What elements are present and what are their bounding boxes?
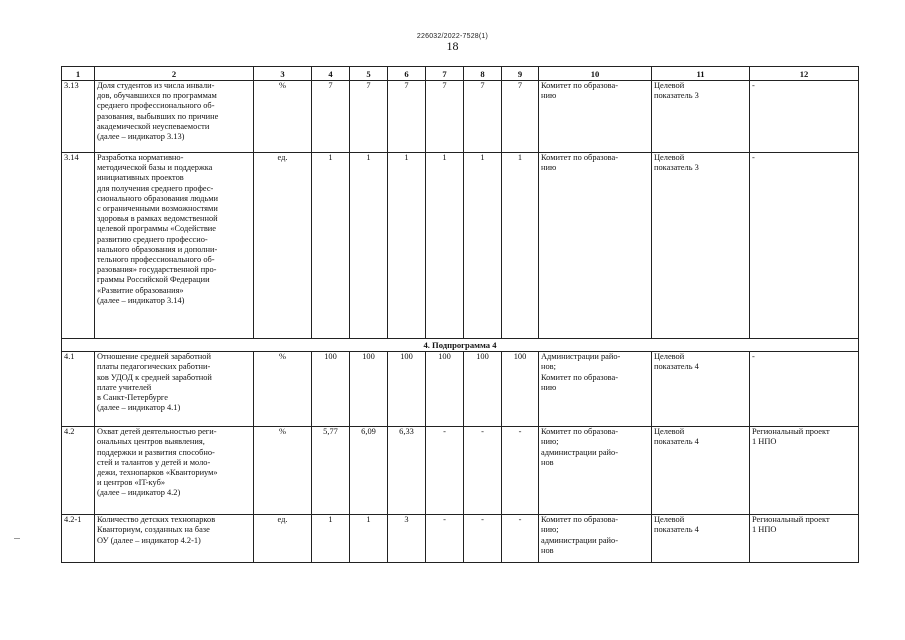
value-col-6: 6,33	[388, 427, 426, 515]
table-row	[62, 427, 859, 515]
regional-project: -	[750, 352, 859, 427]
value-col-4: 7	[312, 81, 350, 153]
value-col-8: -	[464, 427, 502, 515]
goal-link: Целевой показатель 3	[652, 153, 750, 339]
regional-project: -	[750, 153, 859, 339]
header-row	[62, 67, 859, 81]
value-col-6: 7	[388, 81, 426, 153]
value-col-9: -	[502, 515, 539, 563]
value-col-8: 1	[464, 153, 502, 339]
indicator-name: Отношение средней заработной платы педагогических работни- ков УДОД к средней заработной плате учителей в Санкт-Петербурге (далее – индикатор 4.1)	[95, 352, 254, 427]
executor: Комитет по образова- нию; администрации райо- нов	[539, 427, 652, 515]
goal-link: Целевой показатель 4	[652, 352, 750, 427]
row-number: 4.1	[62, 352, 95, 427]
indicator-name: Количество детских технопарков Кванториум, созданных на базе ОУ (далее – индикатор 4.2-1)	[95, 515, 254, 563]
value-col-7: -	[426, 515, 464, 563]
value-col-4: 100	[312, 352, 350, 427]
goal-link: Целевой показатель 4	[652, 515, 750, 563]
unit: ед.	[254, 153, 312, 339]
value-col-9: -	[502, 427, 539, 515]
executor: Комитет по образова- нию; администрации райо- нов	[539, 515, 652, 563]
col-header-5: 5	[350, 67, 388, 81]
value-col-6: 3	[388, 515, 426, 563]
value-col-9: 7	[502, 81, 539, 153]
col-header-7: 7	[426, 67, 464, 81]
regional-project: Региональный проект 1 НПО	[750, 515, 859, 563]
value-col-4: 1	[312, 515, 350, 563]
col-header-1: 1	[62, 67, 95, 81]
unit: %	[254, 352, 312, 427]
regional-project: -	[750, 81, 859, 153]
indicator-name: Доля студентов из числа инвали- дов, обучавшихся по программам среднего профессионального об- разования, выбывших по причине академической неуспеваемости (далее – индикатор 3.13)	[95, 81, 254, 153]
value-col-8: -	[464, 515, 502, 563]
section-title: 4. Подпрограмма 4	[62, 339, 859, 352]
col-header-11: 11	[652, 67, 750, 81]
value-col-4: 5,77	[312, 427, 350, 515]
goal-link: Целевой показатель 4	[652, 427, 750, 515]
col-header-8: 8	[464, 67, 502, 81]
table-row	[62, 81, 859, 153]
value-col-8: 7	[464, 81, 502, 153]
value-col-6: 100	[388, 352, 426, 427]
value-col-5: 7	[350, 81, 388, 153]
indicators-table	[61, 66, 859, 563]
value-col-7: 7	[426, 81, 464, 153]
section-row	[62, 339, 859, 352]
value-col-7: 1	[426, 153, 464, 339]
col-header-4: 4	[312, 67, 350, 81]
col-header-12: 12	[750, 67, 859, 81]
unit: ед.	[254, 515, 312, 563]
row-number: 3.13	[62, 81, 95, 153]
row-number: 4.2-1	[62, 515, 95, 563]
value-col-4: 1	[312, 153, 350, 339]
value-col-8: 100	[464, 352, 502, 427]
table-row	[62, 515, 859, 563]
value-col-9: 100	[502, 352, 539, 427]
col-header-2: 2	[95, 67, 254, 81]
unit: %	[254, 427, 312, 515]
col-header-9: 9	[502, 67, 539, 81]
indicator-name: Разработка нормативно- методической базы и поддержка инициативных проектов для получения среднего профес- сионального образования людьми с ограниченными возможностями здоровья в рамках ведомственной целевой программы «Содействие развитию среднего профессио- нального образования и дополни- тельного профессионального об- разования» государственной про- граммы Российской Федерации «Развитие образования» (далее – индикатор 3.14)	[95, 153, 254, 339]
value-col-5: 100	[350, 352, 388, 427]
unit: %	[254, 81, 312, 153]
value-col-6: 1	[388, 153, 426, 339]
col-header-6: 6	[388, 67, 426, 81]
document-code: 226032/2022-7528(1)	[416, 33, 489, 40]
value-col-9: 1	[502, 153, 539, 339]
executor: Администрации райо- нов; Комитет по образова- нию	[539, 352, 652, 427]
indicator-name: Охват детей деятельностью реги- ональных центров выявления, поддержки и развития способно- стей и талантов у детей и моло- дежи, технопарков «Кванториум» и центров «IT-куб» (далее – индикатор 4.2)	[95, 427, 254, 515]
value-col-5: 1	[350, 515, 388, 563]
col-header-10: 10	[539, 67, 652, 81]
value-col-5: 1	[350, 153, 388, 339]
row-number: 3.14	[62, 153, 95, 339]
regional-project: Региональный проект 1 НПО	[750, 427, 859, 515]
goal-link: Целевой показатель 3	[652, 81, 750, 153]
executor: Комитет по образова- нию	[539, 81, 652, 153]
value-col-7: -	[426, 427, 464, 515]
row-number: 4.2	[62, 427, 95, 515]
executor: Комитет по образова- нию	[539, 153, 652, 339]
value-col-7: 100	[426, 352, 464, 427]
page-number: 18	[446, 39, 459, 53]
col-header-3: 3	[254, 67, 312, 81]
scan-edge-mark	[14, 538, 20, 539]
value-col-5: 6,09	[350, 427, 388, 515]
table-row	[62, 153, 859, 339]
table-row	[62, 352, 859, 427]
